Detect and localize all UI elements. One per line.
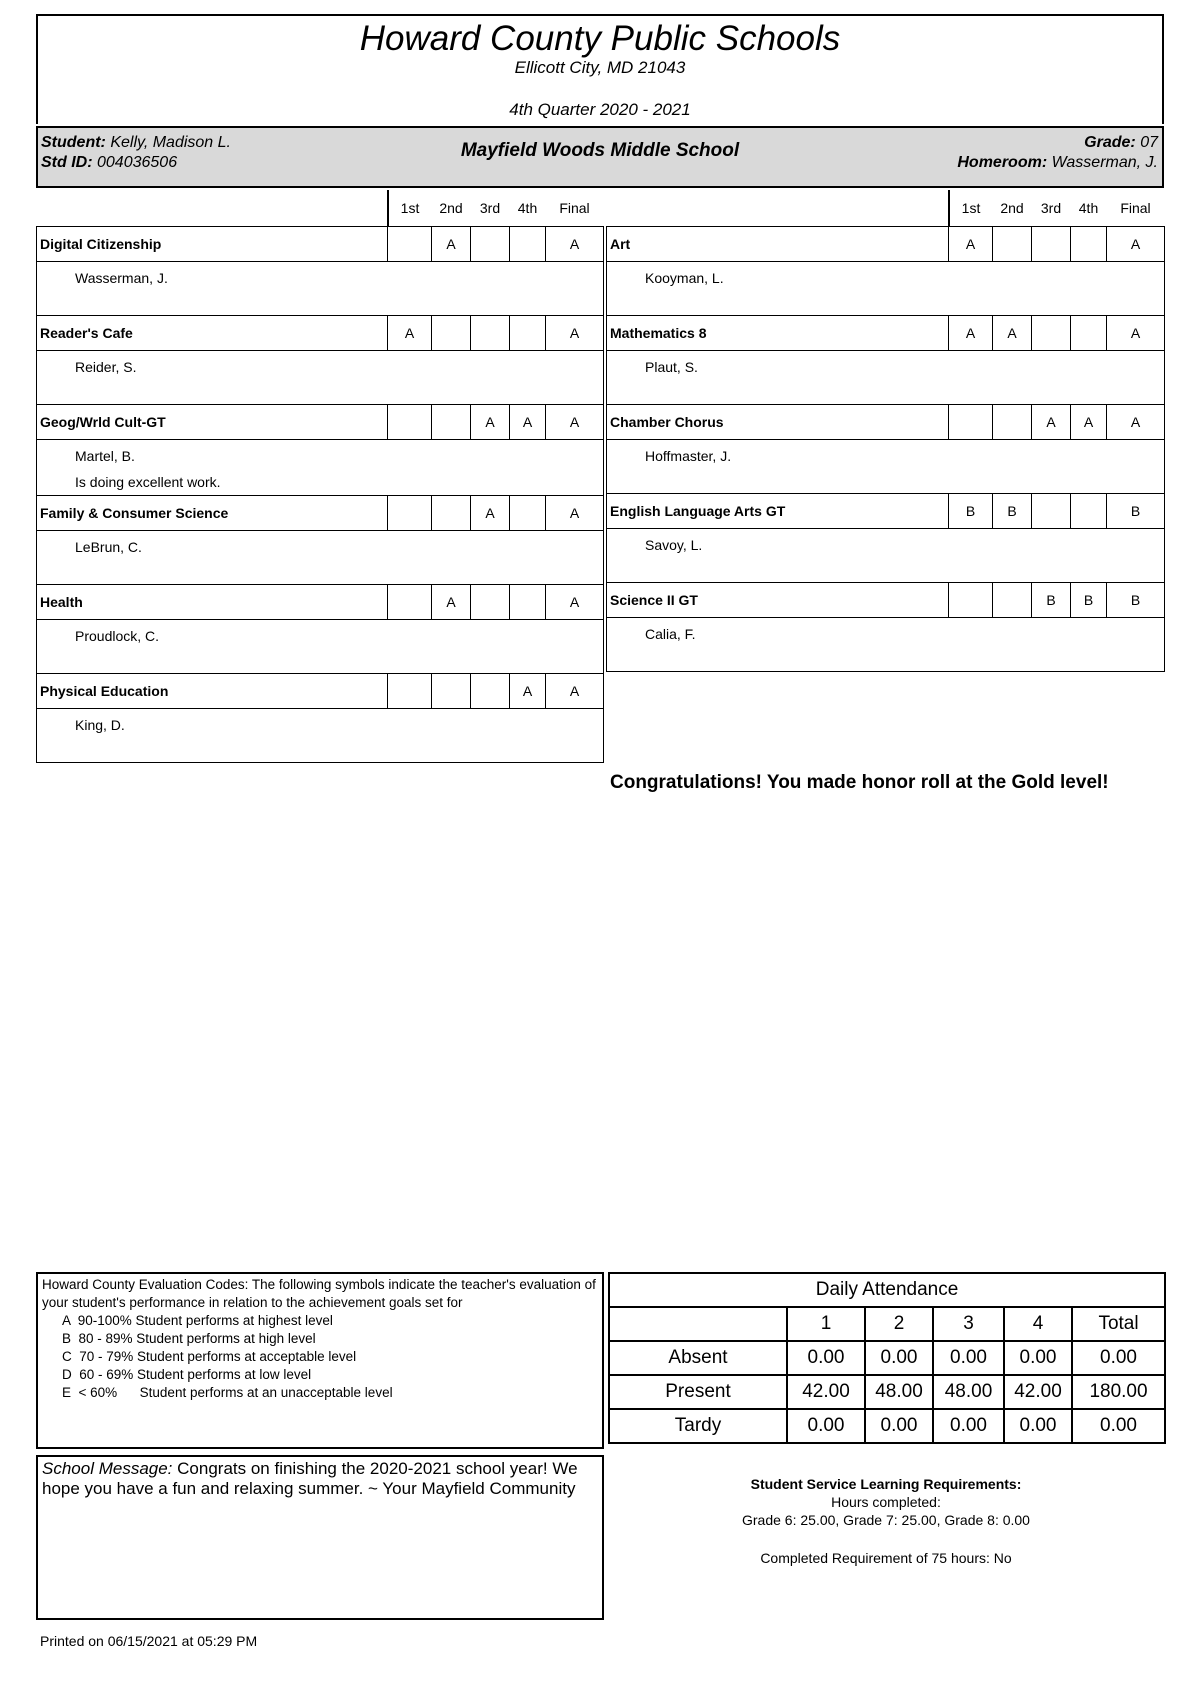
grade-cell: A (546, 405, 604, 440)
teacher-cell (37, 531, 604, 585)
right-grades-body (607, 190, 1165, 672)
eval-code: B 80 - 89% Student performs at high level (62, 1331, 316, 1346)
column-header: 4th (517, 200, 538, 216)
grade-cell: A (471, 405, 510, 440)
attendance-value: 48.00 (865, 1375, 933, 1409)
course-row (37, 227, 604, 262)
attendance-value: 0.00 (1072, 1409, 1165, 1443)
teacher-cell (37, 620, 604, 674)
district-name: Howard County Public Schools (359, 19, 841, 58)
attendance-header: Total (1072, 1307, 1165, 1341)
teacher-name: Savoy, L. (645, 537, 703, 553)
grade-cell (993, 227, 1032, 262)
homeroom-value: Wasserman, J. (1051, 154, 1158, 171)
course-row (607, 316, 1165, 351)
eval-code: E < 60% Student performs at an unacceptable level (62, 1385, 393, 1400)
teacher-cell (607, 529, 1165, 583)
ssl-hours-label: Hours completed: (831, 1494, 941, 1510)
column-header-blank (607, 190, 949, 227)
grade-cell: A (546, 227, 604, 262)
attendance-value: 0.00 (865, 1341, 933, 1375)
column-header: 2nd (439, 200, 463, 216)
teacher-name: Wasserman, J. (75, 270, 168, 286)
grade-cell (471, 674, 510, 709)
grade-cell: A (432, 227, 471, 262)
teacher-cell (607, 440, 1165, 494)
report-header (36, 14, 1164, 124)
right-grades-table (606, 190, 1165, 672)
attendance-header (609, 1307, 787, 1341)
grade-cell (471, 585, 510, 620)
attendance-row (609, 1409, 1165, 1443)
grade-cell (949, 583, 993, 618)
honor-roll-message: Congratulations! You made honor roll at the Gold level! (610, 772, 1109, 793)
attendance-value: 0.00 (787, 1409, 865, 1443)
grade-cell: B (993, 494, 1032, 529)
attendance-row-label: Tardy (609, 1409, 787, 1443)
grade-cell (388, 227, 432, 262)
teacher-name: Hoffmaster, J. (645, 448, 732, 464)
course-name: Science II GT (607, 583, 949, 618)
column-header: 1st (400, 200, 420, 216)
grade-cell: A (510, 405, 546, 440)
term-label: 4th Quarter 2020 - 2021 (509, 100, 691, 119)
evaluation-codes-box (36, 1272, 604, 1449)
course-row (607, 227, 1165, 262)
grade-cell: A (546, 496, 604, 531)
homeroom-label: Homeroom: (957, 154, 1048, 171)
ssl-title: Student Service Learning Requirements: (750, 1476, 1022, 1492)
grade-cell: A (993, 316, 1032, 351)
teacher-name: Kooyman, L. (645, 270, 724, 286)
grade-cell (1071, 494, 1107, 529)
attendance-value: 180.00 (1072, 1375, 1165, 1409)
column-header: 2nd (1000, 200, 1024, 216)
grade-cell: B (1071, 583, 1107, 618)
grade-cell (471, 227, 510, 262)
course-name: Art (607, 227, 949, 262)
grade-cell: A (546, 674, 604, 709)
attendance-value: 42.00 (1004, 1375, 1072, 1409)
student-info-band (36, 126, 1164, 188)
teacher-name: Reider, S. (75, 359, 137, 375)
column-header: 3rd (1040, 200, 1062, 216)
attendance-value: 0.00 (1072, 1341, 1165, 1375)
grade-cell (388, 585, 432, 620)
course-name: Chamber Chorus (607, 405, 949, 440)
attendance-row (609, 1341, 1165, 1375)
grade-cell (388, 496, 432, 531)
eval-code: A 90-100% Student performs at highest level (62, 1313, 333, 1328)
teacher-name: LeBrun, C. (75, 539, 142, 555)
grade-cell (1032, 227, 1071, 262)
teacher-cell (37, 709, 604, 763)
course-row (37, 496, 604, 531)
course-row (607, 405, 1165, 440)
grade-cell: B (1032, 583, 1071, 618)
attendance-value: 0.00 (933, 1341, 1004, 1375)
course-name: Digital Citizenship (37, 227, 388, 262)
course-name: Physical Education (37, 674, 388, 709)
grade-cell (510, 496, 546, 531)
grade-cell (1071, 227, 1107, 262)
student-name-label: Student: (41, 134, 106, 151)
column-header: Final (559, 200, 590, 216)
service-learning-block (608, 1475, 1164, 1567)
course-row (37, 585, 604, 620)
grade-cell (432, 674, 471, 709)
course-name: Geog/Wrld Cult-GT (37, 405, 388, 440)
attendance-header: 1 (787, 1307, 865, 1341)
teacher-cell (37, 351, 604, 405)
eval-code: C 70 - 79% Student performs at acceptable level (62, 1349, 357, 1364)
teacher-cell (607, 351, 1165, 405)
teacher-comment: Is doing excellent work. (75, 474, 221, 490)
attendance-row-label: Present (609, 1375, 787, 1409)
student-id: 004036506 (97, 154, 178, 171)
grade-cell (432, 496, 471, 531)
student-name: Kelly, Madison L. (110, 134, 231, 151)
grade-cell (993, 583, 1032, 618)
attendance-value: 0.00 (865, 1409, 933, 1443)
grade-cell: A (471, 496, 510, 531)
attendance-title: Daily Attendance (609, 1273, 1165, 1307)
evaluation-intro: Howard County Evaluation Codes: The following symbols indicate the teacher's evaluation of your student's performance in relation to the achievement goals set for (42, 1277, 596, 1310)
grade-cell: A (432, 585, 471, 620)
course-row (37, 405, 604, 440)
course-row (37, 674, 604, 709)
teacher-name: Plaut, S. (645, 359, 698, 375)
grade-cell: A (388, 316, 432, 351)
teacher-cell (607, 262, 1165, 316)
grade-cell: A (546, 316, 604, 351)
grade-cell (388, 405, 432, 440)
course-row (607, 494, 1165, 529)
grade-cell (1032, 494, 1071, 529)
course-row (37, 316, 604, 351)
attendance-header-row (609, 1307, 1165, 1341)
grade-cell (510, 585, 546, 620)
teacher-name: Martel, B. (75, 448, 135, 464)
grade-cell: B (949, 494, 993, 529)
left-grades-body (37, 190, 604, 763)
course-name: Health (37, 585, 388, 620)
column-header: 3rd (479, 200, 501, 216)
printed-timestamp: Printed on 06/15/2021 at 05:29 PM (40, 1633, 258, 1649)
grade-cell: B (1107, 494, 1165, 529)
grade-cell (388, 674, 432, 709)
course-name: English Language Arts GT (607, 494, 949, 529)
grade-cell: A (1032, 405, 1071, 440)
column-header: Final (1120, 200, 1151, 216)
grade-cell: A (949, 227, 993, 262)
attendance-value: 0.00 (1004, 1341, 1072, 1375)
grade-cell (1032, 316, 1071, 351)
grade-label: Grade: (1084, 134, 1136, 151)
course-row (607, 583, 1165, 618)
teacher-cell (607, 618, 1165, 672)
attendance-value: 48.00 (933, 1375, 1004, 1409)
grade-cell (949, 405, 993, 440)
attendance-table (608, 1272, 1166, 1444)
grade-value: 07 (1140, 134, 1158, 151)
grade-cell (471, 316, 510, 351)
ssl-completed: Completed Requirement of 75 hours: No (760, 1550, 1012, 1566)
grade-cell: A (1071, 405, 1107, 440)
course-name: Mathematics 8 (607, 316, 949, 351)
school-message-box (36, 1455, 604, 1620)
course-name: Reader's Cafe (37, 316, 388, 351)
school-message-label: School Message: (42, 1459, 173, 1478)
column-header-blank (37, 190, 388, 227)
attendance-row (609, 1375, 1165, 1409)
attendance-header: 3 (933, 1307, 1004, 1341)
school-message-text: Congrats on finishing the 2020-2021 school year! We hope you have a fun and relaxing summer. ~ Your Mayfield Community (42, 1459, 578, 1498)
attendance-header: 4 (1004, 1307, 1072, 1341)
teacher-cell (37, 262, 604, 316)
grade-cell (510, 227, 546, 262)
teacher-name: King, D. (75, 717, 125, 733)
teacher-name: Calia, F. (645, 626, 696, 642)
attendance-value: 0.00 (933, 1409, 1004, 1443)
grade-cell: A (1107, 227, 1165, 262)
teacher-cell (37, 440, 604, 496)
grade-cell (1071, 316, 1107, 351)
attendance-body (609, 1273, 1165, 1443)
grade-homeroom-block (957, 133, 1158, 173)
column-header: 1st (961, 200, 981, 216)
grade-cell: A (546, 585, 604, 620)
district-address: Ellicott City, MD 21043 (514, 58, 686, 77)
grade-cell: A (1107, 316, 1165, 351)
attendance-value: 42.00 (787, 1375, 865, 1409)
grade-cell: A (1107, 405, 1165, 440)
ssl-hours: Grade 6: 25.00, Grade 7: 25.00, Grade 8: 0.00 (742, 1512, 1030, 1528)
attendance-value: 0.00 (787, 1341, 865, 1375)
attendance-row-label: Absent (609, 1341, 787, 1375)
attendance-value: 0.00 (1004, 1409, 1072, 1443)
grade-cell (993, 405, 1032, 440)
grade-cell (432, 316, 471, 351)
left-grades-table (36, 190, 604, 763)
school-name: Mayfield Woods Middle School (460, 140, 740, 161)
grade-cell: B (1107, 583, 1165, 618)
grade-cell: A (949, 316, 993, 351)
student-id-label: Std ID: (41, 154, 93, 171)
grade-cell (432, 405, 471, 440)
attendance-header: 2 (865, 1307, 933, 1341)
eval-code: D 60 - 69% Student performs at low level (62, 1367, 312, 1382)
grade-cell (510, 316, 546, 351)
course-name: Family & Consumer Science (37, 496, 388, 531)
column-header: 4th (1078, 200, 1099, 216)
grade-cell: A (510, 674, 546, 709)
teacher-name: Proudlock, C. (75, 628, 160, 644)
